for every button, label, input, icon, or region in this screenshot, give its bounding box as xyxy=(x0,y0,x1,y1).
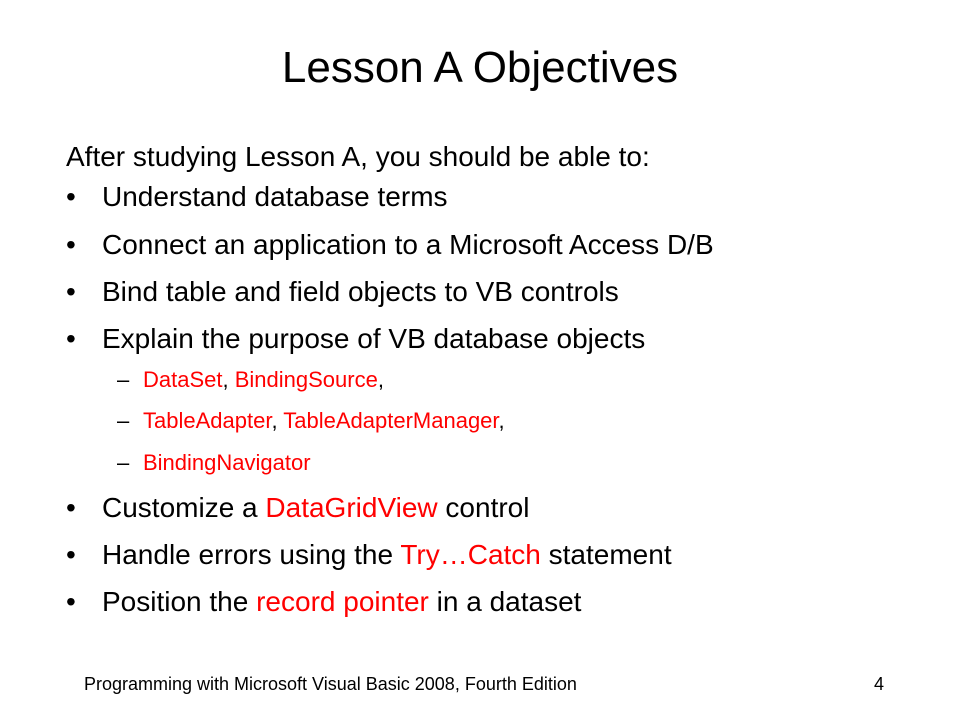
bullet-item xyxy=(66,225,714,265)
bullet-marker: • xyxy=(66,492,76,523)
bullet-item xyxy=(66,535,672,575)
sub-separator: , xyxy=(222,367,235,392)
intro-text: After studying Lesson A, you should be able to: xyxy=(66,141,650,172)
bullet-text: Bind table and field objects to VB controls xyxy=(102,276,619,307)
sub-term: BindingSource xyxy=(234,367,378,392)
bullet-highlight: Try…Catch xyxy=(400,539,541,570)
sub-term: TableAdapter xyxy=(143,408,272,433)
bullet-item xyxy=(66,488,529,528)
bullet-marker: • xyxy=(66,276,76,307)
bullet-item xyxy=(66,319,645,359)
bullet-item xyxy=(66,177,448,217)
sub-marker: – xyxy=(117,408,130,433)
bullet-marker: • xyxy=(66,323,76,354)
bullet-text: control xyxy=(437,492,530,523)
bullet-marker: • xyxy=(66,181,76,212)
bullet-text: Customize a xyxy=(102,492,266,523)
bullet-marker: • xyxy=(66,539,76,570)
bullet-item xyxy=(66,582,581,622)
bullet-marker: • xyxy=(66,586,76,617)
sub-term: BindingNavigator xyxy=(143,450,311,475)
bullet-text: Explain the purpose of VB database objects xyxy=(102,323,646,354)
bullet-highlight: record pointer xyxy=(256,586,429,617)
sub-marker: – xyxy=(117,367,130,392)
sub-item xyxy=(117,364,384,396)
sub-separator: , xyxy=(271,408,284,433)
sub-marker: – xyxy=(117,450,130,475)
bullet-text: Connect an application to a Microsoft Access D/B xyxy=(102,229,714,260)
bullet-text: Handle errors using the xyxy=(102,539,401,570)
sub-term: DataSet xyxy=(143,367,223,392)
bullet-item xyxy=(66,272,619,312)
footer-page-number: 4 xyxy=(873,674,884,694)
bullet-text: statement xyxy=(540,539,672,570)
bullet-text: in a dataset xyxy=(428,586,582,617)
bullet-marker: • xyxy=(66,229,76,260)
footer-book-title: Programming with Microsoft Visual Basic 2008, Fourth Edition xyxy=(84,674,577,694)
bullet-text: Understand database terms xyxy=(102,181,448,212)
sub-separator: , xyxy=(377,367,384,392)
sub-item xyxy=(117,447,311,479)
sub-term: TableAdapterManager xyxy=(283,408,499,433)
slide-title: Lesson A Objectives xyxy=(281,43,679,92)
bullet-text: Position the xyxy=(102,586,257,617)
bullet-highlight: DataGridView xyxy=(265,492,438,523)
sub-item xyxy=(117,405,505,437)
sub-separator: , xyxy=(498,408,505,433)
